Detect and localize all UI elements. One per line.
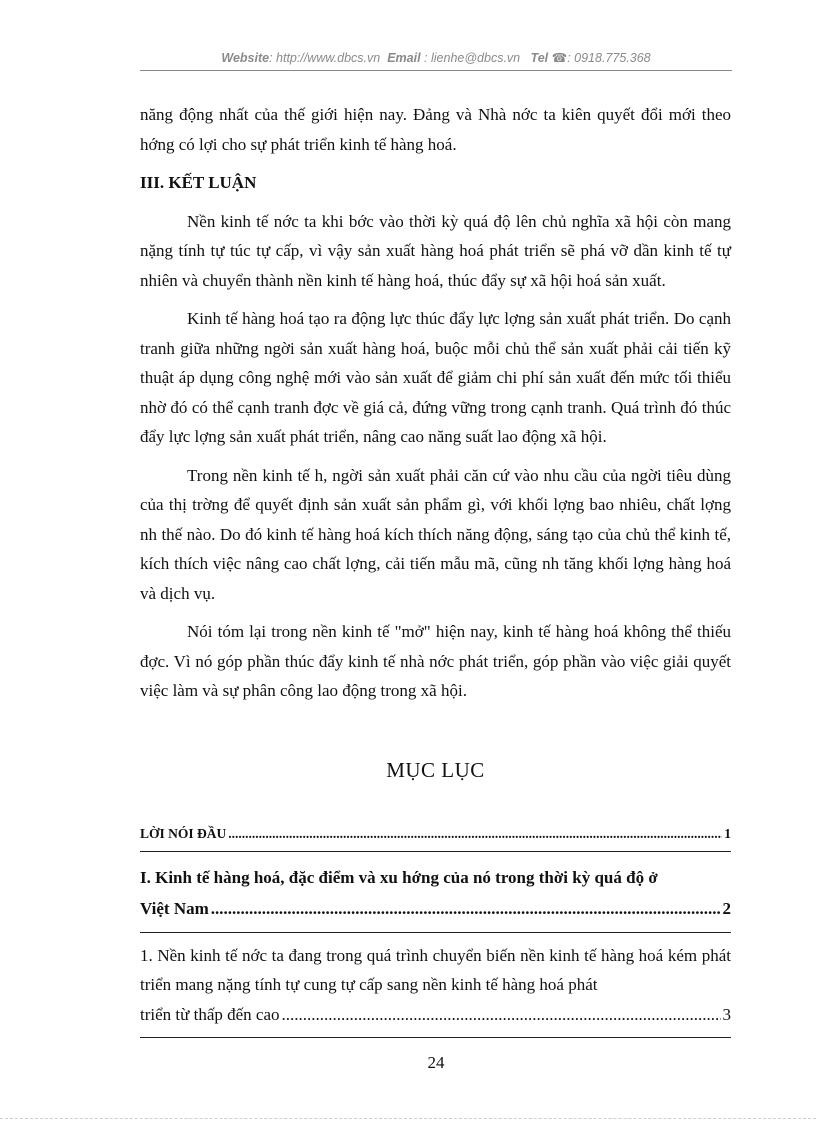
toc-leader	[211, 893, 721, 924]
paragraph-4: Nói tóm lại trong nền kinh tế "mở" hiện nay, kinh tế hàng hoá không thể thiếu đợc. Vì nó góp phần thúc đẩy kinh tế nhà nớc phát triển, góp phần vào việc giải quyết việc làm và sự phân công lao động trong xã hội.	[140, 622, 731, 700]
document-body	[140, 100, 731, 1038]
toc-entry-section-1-row	[140, 893, 731, 924]
tel-value: : 0918.775.368	[567, 51, 651, 65]
tel-label: Tel ☎	[530, 51, 568, 65]
toc-entry-subsection-1-row	[140, 1000, 731, 1030]
toc-entry-intro	[140, 819, 731, 849]
page-edge	[0, 1118, 816, 1121]
toc-entry-subsection-1-text-line2: triển từ thấp đến cao	[140, 1004, 280, 1024]
toc-leader	[228, 819, 722, 849]
toc-entry-subsection-1-text-line1: 1. Nền kinh tế nớc ta đang trong quá trình chuyển biến nền kinh tế hàng hoá kém phát triển mang nặng tính tự cung tự cấp sang nền kinh tế hàng hoá phát	[140, 945, 731, 994]
toc-entry-section-1-text-line1: I. Kinh tế hàng hoá, đặc điểm và xu hớng của nó trong thời kỳ quá độ ở	[140, 867, 658, 887]
paragraph-2: Kinh tế hàng hoá tạo ra động lực thúc đẩy lực lợng sản xuất phát triển. Do cạnh tranh giữa những ngời sản xuất hàng hoá, buộc mỗi chủ thể sản xuất phải cải tiến kỹ thuật áp dụng công nghệ mới vào sản xuất để giảm chi phí sản xuất đến mức tối thiểu nhờ đó có thể cạnh tranh đợc về giá cả, đứng vững trong cạnh tranh. Quá trình đó thúc đẩy lực lợng sản xuất phát triển, nâng cao năng suất lao động xã hội.	[140, 309, 731, 446]
toc-entry-section-1-page: 2	[722, 898, 731, 918]
toc-entry-subsection-1	[140, 941, 731, 1030]
page-header	[140, 50, 732, 65]
email-label: Email	[387, 51, 421, 65]
toc-title: MỤC LỤC	[386, 757, 485, 782]
page-number: 24	[427, 1053, 445, 1072]
toc-divider	[140, 851, 731, 852]
toc-entry-section-1-text-line2: Việt Nam	[140, 898, 209, 918]
toc-divider	[140, 932, 731, 933]
email-value: : lienhe@dbcs.vn	[424, 51, 521, 65]
toc-entry-intro-page: 1	[724, 826, 731, 841]
toc-entry-section-1	[140, 862, 731, 924]
paragraph-3: Trong nền kinh tế h, ngời sản xuất phải căn cứ vào nhu cầu của ngời tiêu dùng của thị trờng để quyết định sản xuất sản phẩm gì, với khối lợng bao nhiêu, chất lợng nh thế nào. Do đó kinh tế hàng hoá kích thích năng động, sáng tạo của chủ thể kinh tế, kích thích việc nâng cao chất lợng, cải tiến mẫu mã, cũng nh tăng khối lợng hàng hoá và dịch vụ.	[140, 465, 731, 603]
toc-divider	[140, 1037, 731, 1038]
toc-entry-subsection-1-page: 3	[722, 1004, 731, 1024]
toc-entry-intro-text: LỜI NÓI ĐẦU	[140, 826, 227, 841]
paragraph-1: Nền kinh tế nớc ta khi bớc vào thời kỳ quá độ lên chủ nghĩa xã hội còn mang nặng tính tự túc tự cấp, vì vậy sản xuất hàng hoá phát triển sẽ phá vỡ dần kinh tế tự nhiên và chuyển thành nền kinh tế hàng hoá, thúc đẩy sự xã hội hoá sản xuất.	[140, 211, 731, 290]
paragraph-continued: năng động nhất của thế giới hiện nay. Đảng và Nhà nớc ta kiên quyết đổi mới theo hớng có lợi cho sự phát triển kinh tế hàng hoá.	[140, 105, 731, 154]
toc-leader	[282, 1000, 721, 1030]
website-value: : http://www.dbcs.vn	[269, 51, 381, 65]
header-divider	[140, 70, 732, 71]
website-label: Website	[221, 51, 270, 65]
section-heading: III. KẾT LUẬN	[140, 173, 257, 192]
